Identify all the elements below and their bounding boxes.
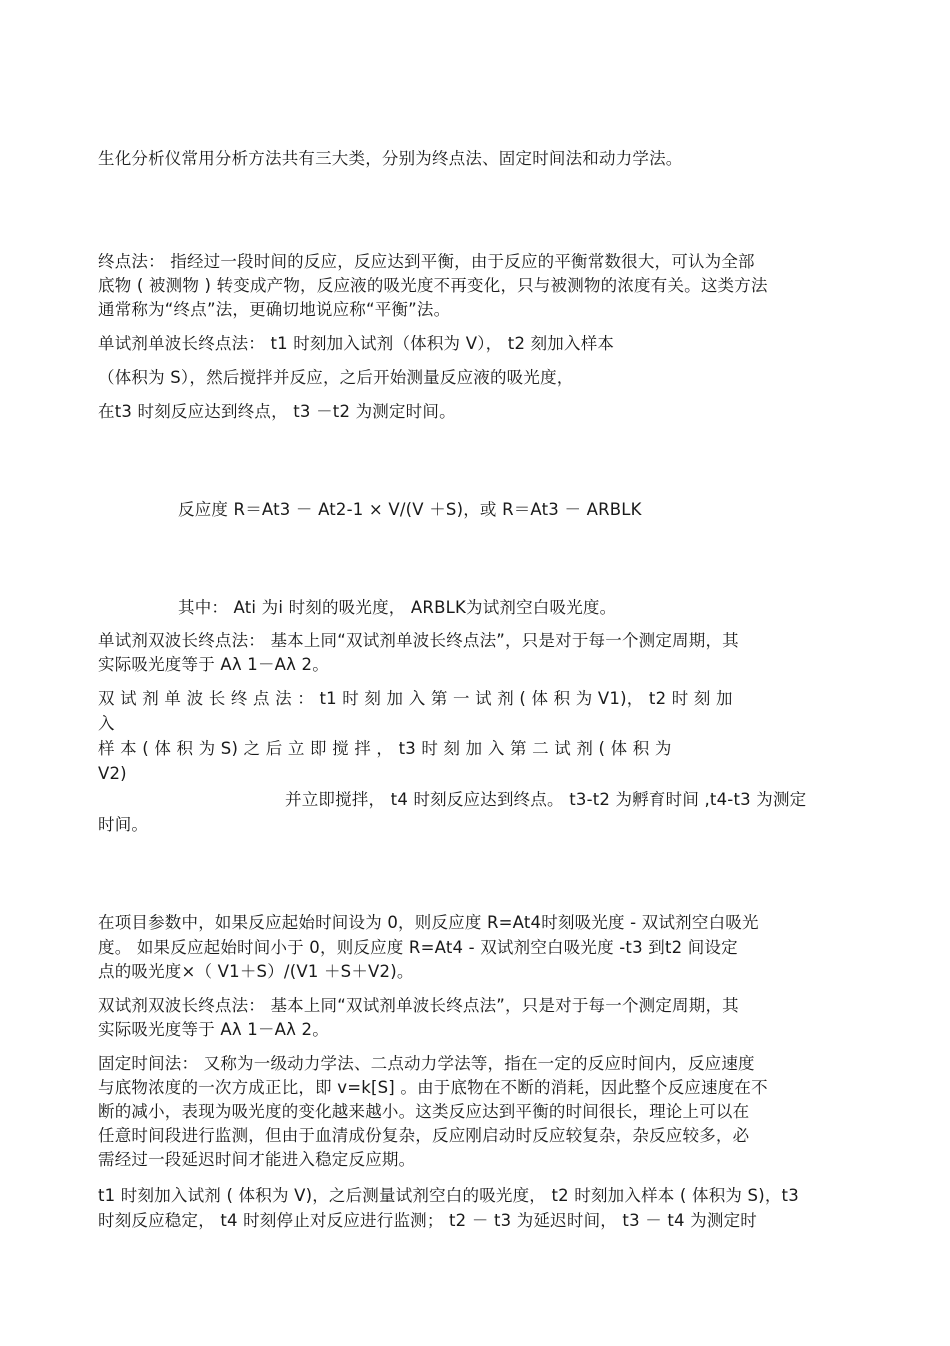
dual-reagent-line-5: 并立即搅拌， t4 时刻反应达到终点。 t3-t2 为孵育时间 ,t4-t3 为测定 bbox=[285, 790, 807, 809]
endpoint-line-2: 底物 ( 被测物 ) 转变成产物，反应液的吸光度不再变化，只与被测物的浓度有关。这类方法 bbox=[98, 276, 768, 295]
single-reagent-line-2: （体积为 S），然后搅拌并反应，之后开始测量反应液的吸光度， bbox=[98, 368, 574, 387]
dual-reagent-line-4: V2) bbox=[98, 764, 127, 783]
single-dual-wave-line-1: 单试剂双波长终点法： 基本上同“双试剂单波长终点法”，只是对于每一个测定周期，其 bbox=[98, 631, 739, 650]
dual-dual-wave-line-2: 实际吸光度等于 Aλ 1－Aλ 2。 bbox=[98, 1020, 329, 1039]
fixed-time-steps-line-2: 时刻反应稳定， t4 时刻停止对反应进行监测； t2 － t3 为延迟时间， t3 － t4 为测定时 bbox=[98, 1211, 757, 1230]
endpoint-line-3: 通常称为“终点”法，更确切地说应称“平衡”法。 bbox=[98, 300, 451, 319]
formula: 反应度 R＝At3 － At2-1 × V/(V ＋S)，或 R＝At3 － ARBLK bbox=[178, 500, 642, 519]
fixed-time-line-5: 需经过一段延迟时间才能进入稳定反应期。 bbox=[98, 1150, 416, 1169]
fixed-time-line-4: 任意时间段进行监测，但由于血清成份复杂，反应刚启动时反应较复杂，杂反应较多，必 bbox=[98, 1126, 750, 1145]
params-line-1: 在项目参数中，如果反应起始时间设为 0，则反应度 R=At4时刻吸光度 - 双试剂空白吸光 bbox=[98, 913, 759, 932]
fixed-time-line-1: 固定时间法： 又称为一级动力学法、二点动力学法等，指在一定的反应时间内，反应速度 bbox=[98, 1054, 755, 1073]
params-line-3: 点的吸光度×（ V1＋S）/(V1 ＋S＋V2)。 bbox=[98, 962, 414, 981]
single-reagent-line-1: 单试剂单波长终点法： t1 时刻加入试剂（体积为 V）， t2 刻加入样本 bbox=[98, 334, 615, 353]
params-line-2: 度。 如果反应起始时间小于 0，则反应度 R=At4 - 双试剂空白吸光度 -t3 到t2 间设定 bbox=[98, 938, 738, 957]
dual-reagent-line-3: 样 本 ( 体 积 为 S) 之 后 立 即 搅 拌 ， t3 时 刻 加 入 第 二 试 剂 ( 体 积 为 bbox=[98, 739, 672, 758]
intro-paragraph: 生化分析仪常用分析方法共有三大类，分别为终点法、固定时间法和动力学法。 bbox=[98, 149, 683, 168]
single-reagent-line-3: 在t3 时刻反应达到终点， t3 －t2 为测定时间。 bbox=[98, 402, 456, 421]
dual-reagent-line-2: 入 bbox=[98, 714, 115, 733]
dual-reagent-line-1: 双 试 剂 单 波 长 终 点 法 ： t1 时 刻 加 入 第 一 试 剂 ( 体 积 为 V1)， t2 时 刻 加 bbox=[98, 689, 733, 708]
dual-dual-wave-line-1: 双试剂双波长终点法： 基本上同“双试剂单波长终点法”，只是对于每一个测定周期，其 bbox=[98, 996, 739, 1015]
fixed-time-steps-line-1: t1 时刻加入试剂 ( 体积为 V)，之后测量试剂空白的吸光度， t2 时刻加入样本 ( 体积为 S)，t3 bbox=[98, 1186, 799, 1205]
dual-reagent-line-6: 时间。 bbox=[98, 815, 149, 834]
fixed-time-line-3: 断的减小，表现为吸光度的变化越来越小。这类反应达到平衡的时间很长，理论上可以在 bbox=[98, 1102, 750, 1121]
single-dual-wave-line-2: 实际吸光度等于 Aλ 1－Aλ 2。 bbox=[98, 655, 329, 674]
fixed-time-line-2: 与底物浓度的一次方成正比，即 v=k[S] 。由于底物在不断的消耗，因此整个反应速度在不 bbox=[98, 1078, 768, 1097]
where-line: 其中： Ati 为i 时刻的吸光度， ARBLK为试剂空白吸光度。 bbox=[178, 598, 617, 617]
endpoint-line-1: 终点法： 指经过一段时间的反应，反应达到平衡，由于反应的平衡常数很大，可认为全部 bbox=[98, 252, 755, 271]
